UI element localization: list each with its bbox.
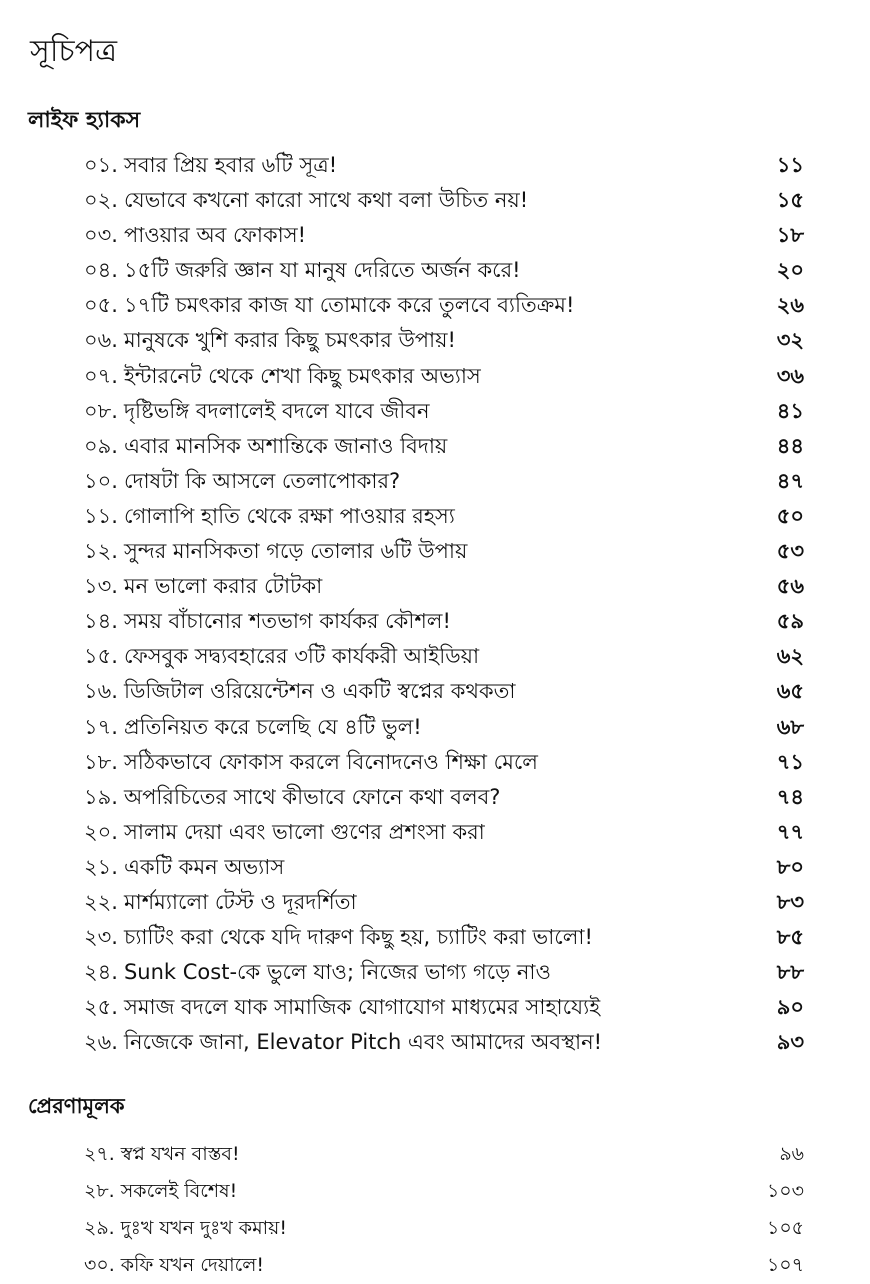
toc-entry-number: ০৯. xyxy=(84,433,118,458)
toc-entry[interactable] xyxy=(84,780,804,815)
toc-entry-text xyxy=(84,710,422,745)
toc-entry[interactable] xyxy=(84,604,804,639)
toc-entry-number: ০৭. xyxy=(84,363,118,388)
toc-entry-title: মন ভালো করার টোটকা xyxy=(123,574,323,599)
toc-entry-title: পাওয়ার অব ফোকাস! xyxy=(123,223,307,248)
toc-entry-text xyxy=(84,394,430,429)
toc-list-life-hacks xyxy=(84,148,804,1060)
toc-entry[interactable] xyxy=(84,429,804,464)
toc-entry[interactable] xyxy=(84,815,804,850)
toc-entry-text xyxy=(84,464,400,499)
toc-entry-number: ০৩. xyxy=(84,223,118,248)
toc-entry-page: ৩৬ xyxy=(776,363,804,388)
toc-entry-number: ০১. xyxy=(84,153,118,177)
toc-entry[interactable] xyxy=(84,1136,804,1173)
toc-entry-title: সঠিকভাবে ফোকাস করলে বিনোদনেও শিক্ষা মেলে xyxy=(123,749,538,774)
toc-entry[interactable] xyxy=(84,288,804,323)
toc-entry-number: ০২. xyxy=(84,188,118,213)
toc-entry[interactable] xyxy=(84,885,804,920)
toc-entry-title: এবার মানসিক অশান্তিকে জানাও বিদায় xyxy=(123,433,448,458)
toc-entry-page: ১১ xyxy=(776,153,804,177)
toc-entry[interactable] xyxy=(84,253,804,288)
toc-entry-text xyxy=(84,639,479,674)
toc-entry[interactable] xyxy=(84,920,804,955)
toc-entry-title: গোলাপি হাতি থেকে রক্ষা পাওয়ার রহস্য xyxy=(123,503,455,528)
toc-entry-text xyxy=(84,183,528,218)
toc-entry-number: ১০. xyxy=(84,468,118,493)
toc-entry-title: যেভাবে কখনো কারো সাথে কথা বলা উচিত নয়! xyxy=(123,188,529,213)
toc-entry[interactable] xyxy=(84,850,804,885)
toc-entry-title: দুঃখ যখন দুঃখ কমায়! xyxy=(120,1217,287,1239)
toc-entry-text xyxy=(84,920,593,955)
toc-entry-text xyxy=(84,955,551,990)
toc-entry-text xyxy=(84,499,455,534)
toc-entry-text xyxy=(84,534,467,569)
toc-entry[interactable] xyxy=(84,1025,804,1060)
toc-entry-page: ৭১ xyxy=(776,749,804,774)
toc-entry-number: ২৯. xyxy=(84,1217,115,1239)
toc-entry-number: ২১. xyxy=(84,854,118,879)
toc-entry-title: সবার প্রিয় হবার ৬টি সূত্র! xyxy=(123,153,338,177)
toc-entry-number: ১১. xyxy=(84,503,118,528)
toc-entry-number: ১৭. xyxy=(84,714,118,739)
toc-entry-title: সমাজ বদলে যাক সামাজিক যোগাযোগ মাধ্যমের সাহায্যেই xyxy=(123,995,601,1020)
toc-entry-page: ১০৩ xyxy=(766,1180,804,1202)
toc-entry-title: দোষটা কি আসলে তেলাপোকার? xyxy=(123,468,401,493)
toc-entry-title: ইন্টারনেট থেকে শেখা কিছু চমৎকার অভ্যাস xyxy=(123,363,481,388)
toc-entry-page: ৩২ xyxy=(776,328,804,353)
toc-entry-text xyxy=(84,780,500,815)
toc-entry-title: ১৫টি জরুরি জ্ঞান যা মানুষ দেরিতে অর্জন করে! xyxy=(123,258,521,283)
toc-entry-page: ৪১ xyxy=(776,398,804,423)
toc-entry-page: ৯০ xyxy=(776,995,804,1020)
toc-entry-number: ৩০. xyxy=(84,1254,115,1276)
toc-entry-title: সুন্দর মানসিকতা গড়ে তোলার ৬টি উপায় xyxy=(123,539,468,564)
toc-entry[interactable] xyxy=(84,534,804,569)
toc-entry-text xyxy=(84,1173,237,1210)
toc-entry-text xyxy=(84,429,447,464)
toc-entry[interactable] xyxy=(84,745,804,780)
toc-entry-page: ১০৭ xyxy=(766,1254,804,1276)
toc-entry[interactable] xyxy=(84,990,804,1025)
toc-entry-title: নিজেকে জানা, Elevator Pitch এবং আমাদের অবস্থান! xyxy=(123,1030,603,1055)
toc-entry-page: ৮৫ xyxy=(776,925,804,950)
toc-entry-page: ৪৭ xyxy=(776,468,804,493)
toc-entry[interactable] xyxy=(84,323,804,358)
toc-entry-title: একটি কমন অভ্যাস xyxy=(123,854,285,879)
toc-entry-number: ১৮. xyxy=(84,749,118,774)
toc-entry-text xyxy=(84,1136,240,1173)
toc-entry-title: দৃষ্টিভঙ্গি বদলালেই বদলে যাবে জীবন xyxy=(123,398,430,423)
toc-entry-title: সকলেই বিশেষ! xyxy=(120,1180,238,1202)
toc-entry[interactable] xyxy=(84,674,804,709)
toc-list-motivational xyxy=(84,1136,804,1284)
toc-entry-page: ৫৯ xyxy=(776,609,804,634)
toc-entry-text xyxy=(84,745,538,780)
toc-entry-text xyxy=(84,850,284,885)
toc-entry-title: ১৭টি চমৎকার কাজ যা তোমাকে করে তুলবে ব্যতিক্রম! xyxy=(123,293,575,318)
toc-entry-title: কফি যখন দেয়ালে! xyxy=(120,1254,265,1276)
toc-entry-text xyxy=(84,815,485,850)
toc-entry-text xyxy=(84,359,481,394)
toc-entry[interactable] xyxy=(84,464,804,499)
toc-entry[interactable] xyxy=(84,499,804,534)
toc-entry-number: ২৭. xyxy=(84,1143,115,1165)
toc-entry-number: ১৯. xyxy=(84,784,118,809)
page-title: সূচিপত্র xyxy=(30,34,117,69)
toc-entry-title: সময় বাঁচানোর শতভাগ কার্যকর কৌশল! xyxy=(123,609,451,634)
toc-entry-page: ৭৭ xyxy=(776,819,804,844)
toc-entry-number: ০৫. xyxy=(84,293,118,318)
toc-entry[interactable] xyxy=(84,359,804,394)
toc-entry-text xyxy=(84,1025,602,1060)
section-heading-life-hacks: লাইফ হ্যাকস xyxy=(28,108,141,133)
toc-entry-number: ২৮. xyxy=(84,1180,115,1202)
toc-entry[interactable] xyxy=(84,1210,804,1247)
toc-entry-page: ৫৩ xyxy=(776,539,804,564)
toc-entry-title: মার্শম্যালো টেস্ট ও দূরদর্শিতা xyxy=(123,889,357,914)
toc-entry-page: ২৬ xyxy=(776,293,804,318)
toc-entry-number: ০৬. xyxy=(84,328,118,353)
toc-entry-title: সালাম দেয়া এবং ভালো গুণের প্রশংসা করা xyxy=(123,819,485,844)
toc-entry-page: ১৫ xyxy=(776,188,804,213)
toc-entry[interactable] xyxy=(84,710,804,745)
toc-entry-number: ২৪. xyxy=(84,960,118,985)
toc-entry[interactable] xyxy=(84,1173,804,1210)
toc-entry-number: ১৩. xyxy=(84,574,118,599)
toc-entry-number: ২২. xyxy=(84,889,118,914)
toc-entry-text xyxy=(84,323,456,358)
toc-entry[interactable] xyxy=(84,639,804,674)
toc-entry-text xyxy=(84,253,521,288)
toc-entry-text xyxy=(84,569,322,604)
toc-entry[interactable] xyxy=(84,218,804,253)
toc-entry[interactable] xyxy=(84,394,804,429)
toc-entry-page: ১৮ xyxy=(776,223,804,248)
toc-entry-title: ফেসবুক সদ্ব্যবহারের ৩টি কার্যকরী আইডিয়া xyxy=(123,644,480,669)
toc-entry-number: ২৫. xyxy=(84,995,118,1020)
toc-entry-text xyxy=(84,885,357,920)
section-heading-motivational: প্রেরণামূলক xyxy=(28,1094,125,1118)
toc-entry-title: ডিজিটাল ওরিয়েন্টেশন ও একটি স্বপ্নের কথকতা xyxy=(123,679,516,704)
toc-entry[interactable] xyxy=(84,955,804,990)
toc-entry-page: ৭৪ xyxy=(776,784,804,809)
toc-entry-number: ২০. xyxy=(84,819,118,844)
toc-entry-page: ৯৩ xyxy=(776,1030,804,1055)
toc-entry-page: ৮৮ xyxy=(776,960,804,985)
toc-entry[interactable] xyxy=(84,1247,804,1284)
toc-entry-number: ১২. xyxy=(84,539,118,564)
toc-entry-page: ৪৪ xyxy=(776,433,804,458)
toc-entry-title: প্রতিনিয়ত করে চলেছি যে ৪টি ভুল! xyxy=(123,714,422,739)
toc-entry-page: ৬৫ xyxy=(776,679,804,704)
toc-entry-page: ৯৬ xyxy=(779,1143,804,1165)
toc-entry-page: ১০৫ xyxy=(766,1217,804,1239)
toc-entry-page: ২০ xyxy=(776,258,804,283)
toc-entry[interactable] xyxy=(84,569,804,604)
toc-entry[interactable] xyxy=(84,183,804,218)
toc-entry-number: ১৪. xyxy=(84,609,118,634)
toc-entry-text xyxy=(84,1247,264,1284)
toc-entry-number: ০৪. xyxy=(84,258,118,283)
toc-entry-page: ৫৬ xyxy=(776,574,804,599)
toc-entry-title: মানুষকে খুশি করার কিছু চমৎকার উপায়! xyxy=(123,328,456,353)
toc-entry-text xyxy=(84,990,600,1025)
toc-entry-page: ৮৩ xyxy=(776,889,804,914)
toc-entry-text xyxy=(84,674,516,709)
toc-entry-page: ৫০ xyxy=(776,503,804,528)
toc-entry-title: Sunk Cost-কে ভুলে যাও; নিজের ভাগ্য গড়ে নাও xyxy=(123,960,551,985)
toc-entry-text xyxy=(84,148,337,183)
toc-entry-text xyxy=(84,288,574,323)
toc-entry-number: ০৮. xyxy=(84,398,118,423)
toc-entry-text xyxy=(84,604,451,639)
toc-entry-page: ৬২ xyxy=(776,644,804,669)
toc-entry-text xyxy=(84,218,306,253)
toc-entry[interactable] xyxy=(84,148,804,183)
toc-entry-number: ১৫. xyxy=(84,644,118,669)
toc-entry-title: স্বপ্ন যখন বাস্তব! xyxy=(120,1143,240,1165)
toc-entry-number: ১৬. xyxy=(84,679,118,704)
toc-entry-title: অপরিচিতের সাথে কীভাবে ফোনে কথা বলব? xyxy=(123,784,501,809)
toc-entry-number: ২৬. xyxy=(84,1030,118,1055)
toc-entry-text xyxy=(84,1210,287,1247)
toc-entry-page: ৮০ xyxy=(776,854,804,879)
toc-entry-title: চ্যাটিং করা থেকে যদি দারুণ কিছু হয়, চ্যাটিং করা ভালো! xyxy=(123,925,593,950)
toc-entry-page: ৬৮ xyxy=(776,714,804,739)
toc-entry-number: ২৩. xyxy=(84,925,118,950)
